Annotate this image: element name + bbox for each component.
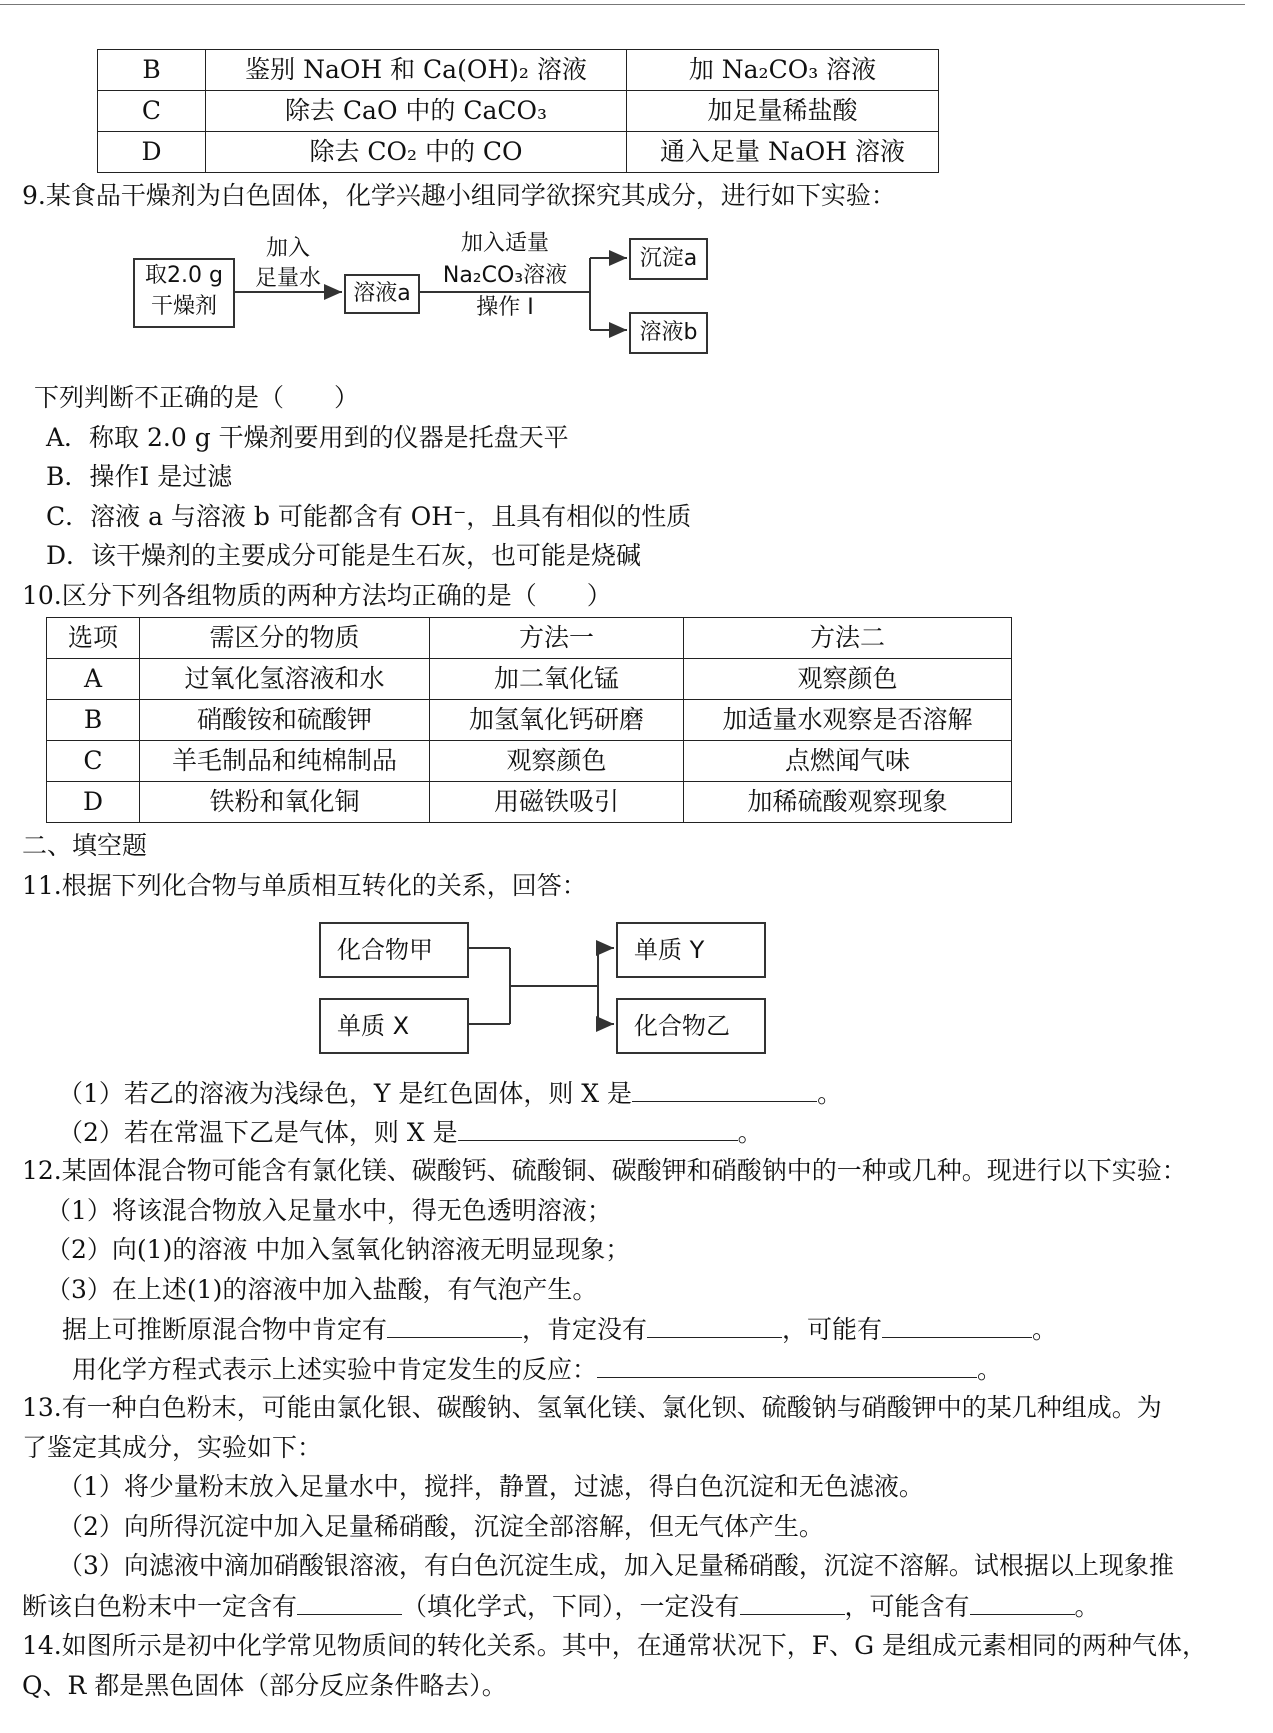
q11-stem: 11.根据下列化合物与单质相互转化的关系，回答： xyxy=(22,871,587,900)
q14-line1: 14.如图所示是初中化学常见物质间的转化关系。其中，在通常状况下，F、G 是组成元素相同的两种气体， xyxy=(22,1631,1208,1660)
precipitate-a-box: 沉淀a xyxy=(629,238,708,280)
element-y-label: 单质 Y xyxy=(634,936,705,964)
period: 。 xyxy=(737,1118,763,1147)
section-heading: 二、填空题 xyxy=(22,831,148,860)
step2-line: 操作 I xyxy=(476,295,534,320)
table-cell: 加二氧化锰 xyxy=(430,659,684,700)
q13-step2: （2）向所得沉淀中加入足量稀硝酸，沉淀全部溶解，但无气体产生。 xyxy=(58,1512,824,1541)
table-cell: 硝酸铵和硫酸钾 xyxy=(140,700,430,741)
q9-option-b: B．操作Ⅰ 是过滤 xyxy=(46,462,233,491)
table-cell: 加适量水观察是否溶解 xyxy=(684,700,1012,741)
table-cell: 加 Na₂CO₃ 溶液 xyxy=(627,50,939,91)
table-cell: 观察颜色 xyxy=(430,741,684,782)
sample-line: 取2.0 g xyxy=(145,263,223,288)
compound-yi-box xyxy=(616,998,766,1054)
answer-blank[interactable] xyxy=(632,1075,817,1102)
solution-b-box: 溶液b xyxy=(629,312,708,354)
q13-text: 断该白色粉末中一定含有 xyxy=(22,1592,298,1621)
q13-stem-line2: 了鉴定其成分，实验如下： xyxy=(22,1433,323,1462)
answer-blank[interactable] xyxy=(740,1588,845,1615)
q13-text: ，可能含有 xyxy=(844,1592,970,1621)
q11-part2 xyxy=(58,1114,763,1151)
q12-infer-text: ，可能有 xyxy=(782,1315,883,1344)
answer-blank[interactable] xyxy=(597,1351,977,1378)
table-cell: 除去 CaO 中的 CaCO₃ xyxy=(206,91,627,132)
period: 。 xyxy=(1032,1315,1058,1344)
period: 。 xyxy=(1074,1592,1100,1621)
compound-yi-label: 化合物乙 xyxy=(634,1012,730,1040)
compound-jia-label: 化合物甲 xyxy=(337,936,433,964)
q12-inference xyxy=(62,1311,1057,1348)
q13-answer-line xyxy=(22,1588,1100,1625)
q9-question: 下列判断不正确的是（ ） xyxy=(34,383,360,412)
q9-stem: 9.某食品干燥剂为白色固体，化学兴趣小组同学欲探究其成分，进行如下实验： xyxy=(22,181,896,210)
answer-blank[interactable] xyxy=(297,1588,402,1615)
answer-blank[interactable] xyxy=(387,1311,522,1338)
compound-jia-box xyxy=(319,922,469,978)
table-header: 方法一 xyxy=(430,618,684,659)
table-cell: A xyxy=(47,659,140,700)
table-cell: 除去 CO₂ 中的 CO xyxy=(206,132,627,173)
q12-step3: （3）在上述(1)的溶液中加入盐酸，有气泡产生。 xyxy=(46,1275,598,1304)
table-cell: C xyxy=(98,91,206,132)
table-cell: B xyxy=(98,50,206,91)
table-cell: 观察颜色 xyxy=(684,659,1012,700)
q12-infer-text: ，肯定没有 xyxy=(522,1315,648,1344)
q10-stem: 10.区分下列各组物质的两种方法均正确的是（ ） xyxy=(22,581,612,610)
table-cell: 过氧化氢溶液和水 xyxy=(140,659,430,700)
sample-line: 干燥剂 xyxy=(150,294,217,319)
element-x-label: 单质 X xyxy=(337,1012,410,1040)
table-header: 方法二 xyxy=(684,618,1012,659)
q13-stem-line1: 13.有一种白色粉末，可能由氯化银、碳酸钠、氢氧化镁、氯化钡、硫酸钠与硝酸钾中的某几种组成。为 xyxy=(22,1393,1162,1422)
answer-blank[interactable] xyxy=(647,1311,782,1338)
q13-text: （填化学式，下同），一定没有 xyxy=(402,1592,740,1621)
table-cell: 通入足量 NaOH 溶液 xyxy=(627,132,939,173)
q14-line2: Q、R 都是黑色固体（部分反应条件略去）。 xyxy=(22,1671,507,1700)
q9-option-c: C．溶液 a 与溶液 b 可能都含有 OH⁻，且具有相似的性质 xyxy=(46,502,692,531)
step1-line: 足量水 xyxy=(254,266,321,291)
q13-step1: （1）将少量粉末放入足量水中，搅拌，静置，过滤，得白色沉淀和无色滤液。 xyxy=(58,1472,924,1501)
answer-blank[interactable] xyxy=(970,1588,1075,1615)
q12-step2: （2）向(1)的溶液 中加入氢氧化钠溶液无明显现象； xyxy=(46,1235,631,1264)
table-cell: 加足量稀盐酸 xyxy=(627,91,939,132)
solution-a-box: 溶液a xyxy=(344,274,420,314)
step2-line: 加入适量 xyxy=(460,231,549,256)
table-cell: 加稀硫酸观察现象 xyxy=(684,782,1012,823)
element-y-box xyxy=(616,922,766,978)
q11-part2-text: （2）若在常温下乙是气体，则 X 是 xyxy=(58,1118,458,1147)
q11-part1-text: （1）若乙的溶液为浅绿色，Y 是红色固体，则 X 是 xyxy=(58,1079,633,1108)
period: 。 xyxy=(817,1079,843,1108)
q12-equation xyxy=(72,1351,1002,1388)
table-cell: 加氢氧化钙研磨 xyxy=(430,700,684,741)
table-cell: C xyxy=(47,741,140,782)
table-cell: 铁粉和氧化铜 xyxy=(140,782,430,823)
step1-line: 加入 xyxy=(265,236,310,261)
q12-infer-text: 据上可推断原混合物中肯定有 xyxy=(62,1315,388,1344)
table-cell: 羊毛制品和纯棉制品 xyxy=(140,741,430,782)
table-cell: 鉴别 NaOH 和 Ca(OH)₂ 溶液 xyxy=(206,50,627,91)
q12-stem: 12.某固体混合物可能含有氯化镁、碳酸钙、硫酸铜、碳酸钾和硝酸钠中的一种或几种。现进行以下实验： xyxy=(22,1156,1187,1185)
q9-option-d: D．该干燥剂的主要成分可能是生石灰，也可能是烧碱 xyxy=(46,541,642,570)
table-cell: D xyxy=(47,782,140,823)
q9-option-a: A．称取 2.0 g 干燥剂要用到的仪器是托盘天平 xyxy=(46,423,569,452)
q11-part1 xyxy=(58,1075,842,1112)
table-cell: 点燃闻气味 xyxy=(684,741,1012,782)
table-header: 需区分的物质 xyxy=(140,618,430,659)
element-x-box xyxy=(319,998,469,1054)
period: 。 xyxy=(977,1355,1003,1384)
answer-blank[interactable] xyxy=(882,1311,1032,1338)
table-header: 选项 xyxy=(47,618,140,659)
step2-line: Na₂CO₃溶液 xyxy=(442,263,568,288)
q12-step1: （1）将该混合物放入足量水中，得无色透明溶液； xyxy=(46,1196,612,1225)
table-cell: D xyxy=(98,132,206,173)
q12-equation-text: 用化学方程式表示上述实验中肯定发生的反应： xyxy=(72,1355,598,1384)
table-cell: 用磁铁吸引 xyxy=(430,782,684,823)
q13-step3: （3）向滤液中滴加硝酸银溶液，有白色沉淀生成，加入足量稀硝酸，沉淀不溶解。试根据以上现象推 xyxy=(58,1551,1174,1580)
answer-blank[interactable] xyxy=(458,1114,738,1141)
table-cell: B xyxy=(47,700,140,741)
